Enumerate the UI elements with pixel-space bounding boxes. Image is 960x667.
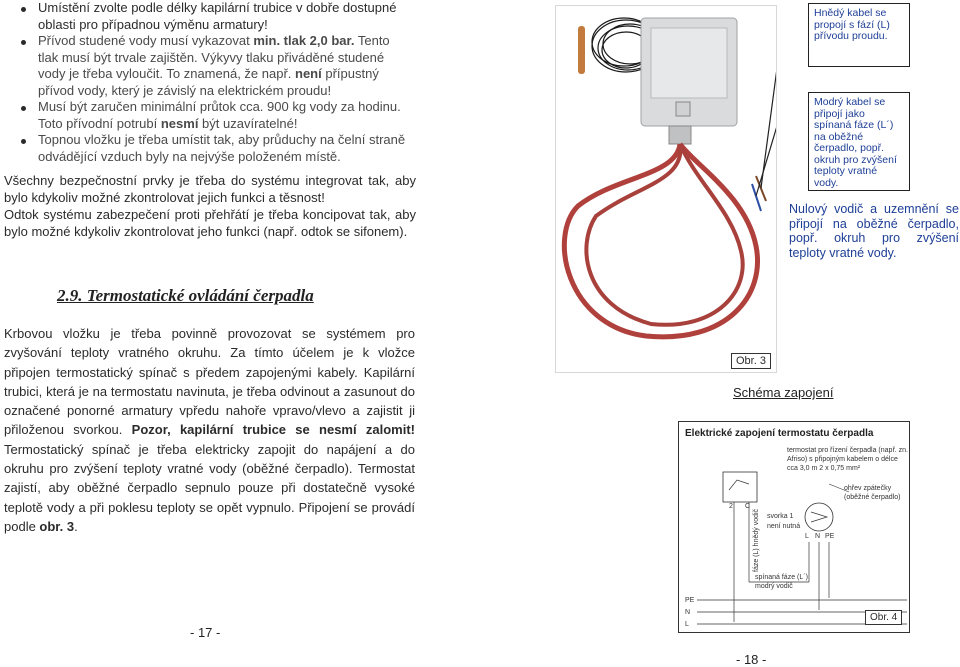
text-run: Přívod studené vody musí vykazovat [38,33,254,48]
diagram-lines [679,422,909,632]
bullet-text [38,33,390,98]
bullet-item [8,0,408,33]
neutral-note: Nulový vodič a uzemnění se připojí na oběžné čerpadlo, popř. okruh pro zvýšení teploty vratné vody. [789,202,959,260]
figure-3-label: Obr. 3 [731,353,771,369]
section-title: 2.9. Termostatické ovládání čerpadla [57,286,314,305]
text-run: přípustný přívod vody, který je závislý na elektrickém proudu! [38,66,379,98]
paragraph-integration: Všechny bezpečnostní prvky je třeba do systému integrovat tak, aby bylo kdykoliv možné zkontrolovat jejich funkci a těsnost! [4,173,416,206]
thermostat-symbol-icon [723,472,757,502]
text-run: Termostatický spínač je třeba elektricky zapojit do napájení a do okruhu pro zvýšení teploty vratné vody (oběžné čerpadlo). Termostat zajistí, aby oběžné čerpadlo sepnulo pouze při dostatečně vysoké teplotě vody a při poklesu teploty se opět vypnulo. Připojení se provádí podle [4,441,415,534]
bold-run: není [295,66,322,81]
figure-4-label: Obr. 4 [865,610,902,625]
bold-run: Pozor, kapilární trubice se nesmí zalomit! [131,422,415,438]
text-run: Topnou vložku je třeba umístit tak, aby průduchy na čelní straně odvádějící vzduch byly na nejvýše položeném místě. [38,132,406,164]
pump-symbol-icon [805,503,833,531]
bullet-text [38,132,405,164]
schema-caption: Schéma zapojení [733,385,834,400]
thermostat-illustration [556,6,776,372]
text-run: být uzavíratelné! [198,115,298,131]
paragraph-drain: Odtok systému zabezpečení proti přehřátí je třeba koncipovat tak, aby bylo možné kdykoliv zkontrolovat jeho funkci (např. odtok se sifonem). [4,207,416,240]
bullet-text [38,99,401,131]
mains-pe: PE [685,597,695,604]
diagram-title: Elektrické zapojení termostatu čerpadla [685,428,874,439]
page-number-right: - 18 - [736,652,767,667]
thermostat-photo [555,5,777,373]
diagram-clamp: svorka 1 [767,513,794,520]
red-cable-icon [564,144,757,337]
bullet-item [8,132,408,165]
diagram-switched-phase: spínaná fáze (L´) modrý vodič [755,574,808,590]
text-run: Umístění zvolte podle délky kapilární trubice v dobře dostupné oblasti pro případnou výměnu armatury! [38,0,397,32]
bullet-text [38,0,396,32]
text-run: Krbovou vložku je třeba povinně provozovat se systémem pro zvyšování teploty vratného okruhu. Za tímto účelem je k vložce připojen termostatický spínač s předem zapojenými kabely. Kapilární trubici, která je na termostatu navinuta, je třeba odvinout a zasunout do označené ponorné armatury vpředu nahoře vpravo/vlevo a zajistit ji přiloženou svorkou. [4,326,415,438]
diagram-note-thermostat: termostat pro řízení čerpadla (např. zn. Afriso) s připojným kabelem o délce cca 3,0 m 2 x 0,75 mm² [787,447,908,472]
terminal-l: L [805,533,809,540]
bold-run: obr. 3 [39,518,75,534]
callout-blue-cable: Modrý kabel se připojí jako spínaná fáze (L´) na oběžné čerpadlo, popř. okruh pro zvýšení teploty vratné vody. [808,92,910,191]
terminal-pe: PE [825,533,835,540]
mains-l: L [685,621,689,628]
diagram-phase-brown: fáze (L) hnědý vodič [753,508,760,572]
terminal-n: N [815,533,821,540]
switch-pin-c: C [745,503,751,510]
bold-run: min. tlak 2,0 bar. [253,33,355,48]
bullet-item [8,99,408,132]
switch-pin-2: 2 [729,503,733,510]
page-number-left: - 17 - [190,625,221,640]
copper-probe-icon [578,26,585,74]
diagram-note-heater: ohřev zpátečky (oběžné čerpadlo) [844,485,901,501]
text-run: Musí být zaručen minimální průtok cca. 900 kg vody za hodinu. Toto přívodní potrubí [38,99,401,131]
mains-n: N [685,609,691,616]
wiring-diagram [678,421,910,633]
bold-run: nesmí [160,115,199,131]
section-body [4,324,415,536]
text-run: . [74,518,78,534]
callout-brown-cable: Hnědý kabel se propojí s fází (L) přívodu proudu. [808,3,910,67]
diagram-clamp-note: není nutná [767,523,801,530]
text-run: Tento tlak musí být trvale zajištěn. Výkyvy tlaku přiváděné studené vody je třeba vyloučit. To znamená, že např. [38,33,390,81]
bullet-list [8,0,408,165]
bullet-item [8,33,408,99]
